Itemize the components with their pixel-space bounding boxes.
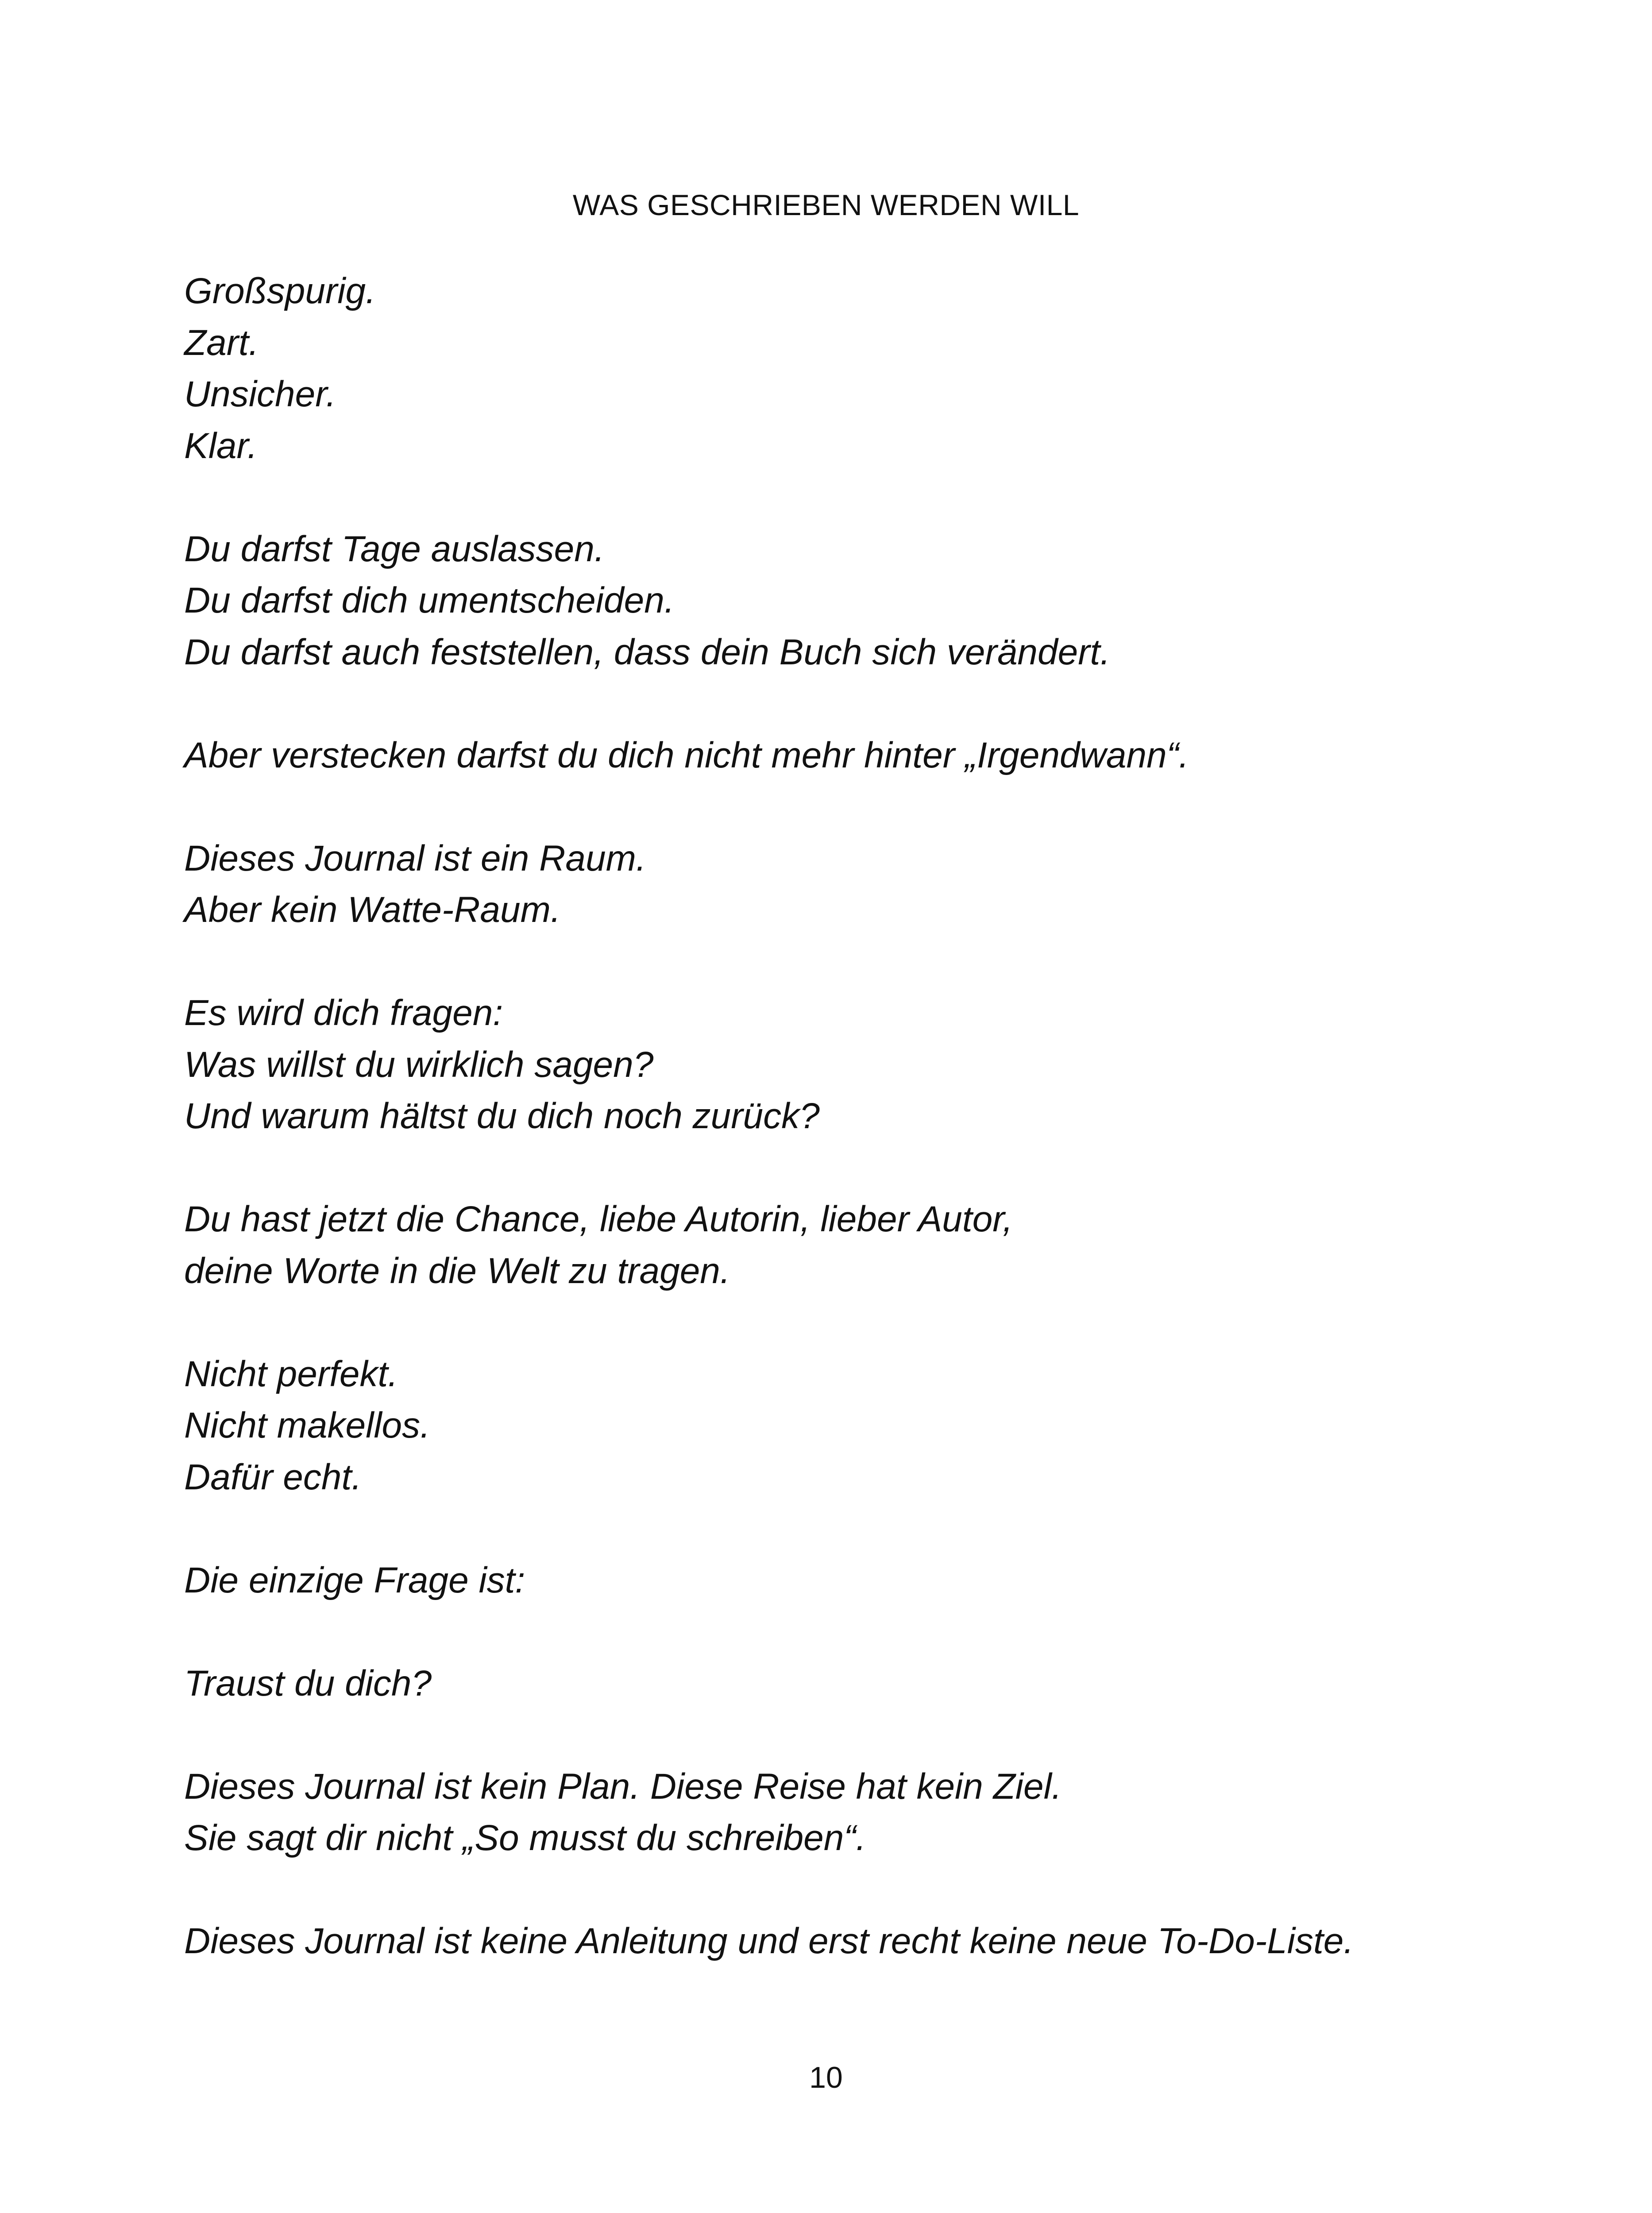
stanza [184,1916,1512,1967]
text-line: Sie sagt dir nicht „So musst du schreiben“. [184,1818,866,1858]
stanza [184,1658,1512,1710]
text-line: Was willst du wirklich sagen? [184,1044,654,1085]
text-line: deine Worte in die Welt zu tragen. [184,1250,730,1291]
text-line: Du hast jetzt die Chance, liebe Autorin, lieber Autor, [184,1199,1013,1239]
text-line: Unsicher. [184,374,336,414]
text-line: Dieses Journal ist keine Anleitung und erst recht keine neue To-Do-Liste. [184,1921,1354,1961]
running-header: WAS GESCHRIEBEN WERDEN WILL [572,189,1080,221]
text-line: Nicht makellos. [184,1405,430,1446]
text-line: Dieses Journal ist kein Plan. Diese Reise hat kein Ziel. [184,1766,1062,1807]
stanza [184,1349,1512,1504]
text-line: Klar. [184,425,258,466]
text-line: Traust du dich? [184,1663,432,1704]
text-line: Dieses Journal ist ein Raum. [184,838,646,879]
stanza [184,833,1512,936]
text-line: Aber verstecken darfst du dich nicht mehr hinter „Irgendwann“. [184,735,1189,775]
text-line: Zart. [184,322,259,363]
text-line: Du darfst Tage auslassen. [184,528,605,569]
text-line: Aber kein Watte-Raum. [184,890,561,930]
stanza [184,1555,1512,1607]
text-line: Großspurig. [184,271,376,311]
stanza [184,730,1512,782]
stanza [184,524,1512,679]
page-number: 10 [809,2061,843,2094]
text-line: Es wird dich fragen: [184,993,503,1033]
body-text [184,266,1512,1967]
stanza [184,266,1512,472]
text-line: Du darfst auch feststellen, dass dein Buch sich verändert. [184,632,1111,672]
stanza [184,1194,1512,1297]
text-line: Dafür echt. [184,1457,362,1497]
text-line: Und warum hältst du dich noch zurück? [184,1096,820,1136]
text-line: Nicht perfekt. [184,1353,398,1394]
text-line: Du darfst dich umentscheiden. [184,580,675,621]
stanza [184,987,1512,1142]
text-line: Die einzige Frage ist: [184,1560,525,1600]
stanza [184,1761,1512,1864]
